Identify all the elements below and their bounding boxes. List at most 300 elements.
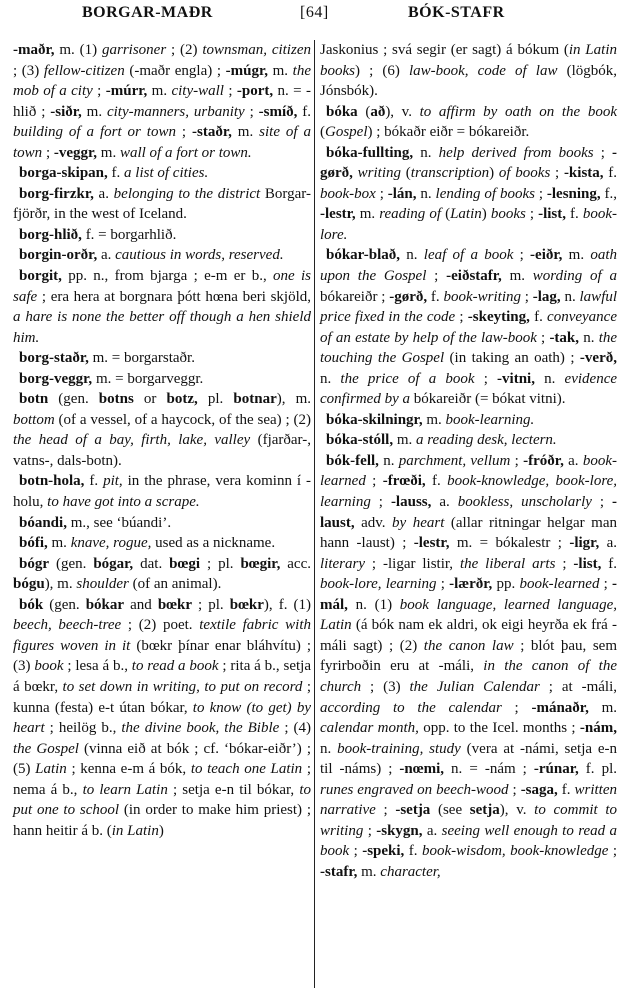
entry-text: f. [427, 288, 444, 305]
entry-text: f. [425, 473, 448, 490]
entry-text: f. [84, 473, 104, 490]
entry-text: m. [355, 206, 380, 223]
entry-text: f., [600, 185, 618, 202]
entry-text: ; setja e-n til bókar, [167, 781, 300, 798]
dictionary-entry [320, 410, 617, 431]
entry-text: (-maðr engla) ; [124, 62, 226, 79]
entry-text: ; [593, 144, 612, 161]
dictionary-entry [13, 40, 311, 163]
entry-text: n. [320, 370, 341, 387]
entry-text: opp. to the Icel. months ; [418, 720, 580, 737]
definition: writing [357, 165, 402, 182]
definition: a reading desk, lectern. [416, 432, 557, 449]
entry-text: (of an animal). [128, 576, 222, 593]
entry-text: ; (2) poet. [121, 617, 200, 634]
headword: -fróðr, [523, 452, 564, 469]
dictionary-entry [13, 348, 311, 369]
definition: beech, beech-tree [13, 617, 122, 634]
entry-text: ; [92, 83, 106, 100]
headword: bógar, [93, 555, 134, 572]
definition: literary [320, 555, 365, 572]
headword: bœgi [169, 555, 201, 572]
definition: Latin [450, 206, 482, 223]
headword: bóka-skilningr, [326, 411, 423, 428]
entry-text: ; [42, 144, 54, 161]
entry-text: ), m. [44, 576, 77, 593]
dictionary-entry [13, 389, 311, 471]
headword: -list, [573, 555, 602, 572]
definition: townsman, citizen [202, 42, 311, 58]
headword: botz, [166, 391, 198, 408]
headword: -nœmi, [399, 761, 445, 778]
headword: bóka-fullting, [326, 144, 414, 161]
headword: -ligr, [569, 535, 600, 552]
headword: -laust, [320, 494, 617, 531]
entry-text: ; heilög b., [44, 720, 122, 737]
definition: lawful price fixed in the code [320, 288, 618, 326]
entry-text: ; [510, 452, 524, 469]
dictionary-entry [13, 163, 311, 184]
entry-text: (allar ritningar helgar man hann -laust) ; [320, 514, 617, 552]
definition: runes engraved on beech-wood [320, 781, 509, 798]
definition: building of a fort or town [13, 124, 176, 141]
entry-text: ; [244, 103, 259, 120]
entry-text: bókareiðr ; [320, 288, 390, 305]
entry-text: f. [603, 165, 618, 182]
headword: borg-firzkr, [19, 185, 94, 202]
headword: bók [19, 596, 44, 613]
definition: the head of a bay, firth, lake, valley [13, 432, 251, 449]
definition: reading of [379, 206, 442, 223]
headword: -tak, [549, 329, 580, 346]
entry-text: ) [481, 206, 491, 223]
entry-text: ; lesa á b., [63, 658, 132, 675]
headword: bók-fell, [326, 452, 379, 469]
entry-text: ; [175, 124, 193, 141]
entry-text: ), v. [385, 103, 420, 120]
entry-text: n. = -nám ; [444, 761, 534, 778]
entry-text: pp. n., from bjarga ; e-m er b., [61, 268, 274, 285]
definition: book-learned [519, 576, 600, 593]
entry-text: ; pl. [200, 555, 241, 572]
entry-text: bókareiðr (= bókat vitni). [409, 391, 566, 408]
headword: borgit, [19, 268, 62, 285]
definition: the divine book, the Bible [121, 720, 280, 737]
entry-text: (á bók nam ek aldri, ok eigi heyrða ek frá -máli sagt) ; (2) [320, 617, 617, 654]
entry-text: (gen. [48, 391, 99, 408]
entry-text: m., see ‘búandi’. [66, 514, 172, 531]
headword: -lestr, [320, 206, 356, 223]
dictionary-entry [320, 245, 617, 409]
definition: to teach one Latin [190, 761, 303, 778]
headword: bœkr [229, 596, 264, 613]
definition: garrisoner [101, 42, 167, 58]
entry-text: Borgar-fjörðr, in the west of Iceland. [13, 185, 311, 223]
definition: written narrative [320, 781, 617, 819]
headword: bœgir, [240, 555, 281, 572]
definition: the liberal arts [459, 555, 556, 572]
running-head-left: BORGAR-MAÐR [82, 4, 213, 21]
headword: bógr [19, 555, 49, 572]
definition: to have got into a scrape. [47, 494, 200, 511]
headword: -lauss, [390, 494, 432, 511]
dictionary-entry [13, 513, 311, 534]
entry-text: (gen. [43, 596, 86, 613]
definition: the Julian Calendar [409, 678, 540, 695]
definition: one is safe [13, 268, 311, 305]
entry-text: ; at -máli, [539, 678, 617, 695]
definition: wall of a fort or town. [119, 144, 252, 161]
entry-text: pl. [197, 391, 234, 408]
definition: book-training, study [337, 740, 461, 757]
headword: botn [19, 391, 49, 408]
definition: seeing well enough to read a book [320, 822, 617, 860]
definition: Latin [35, 761, 67, 778]
dictionary-entry [13, 369, 311, 390]
entry-text: n. = -hlið ; [13, 83, 311, 120]
headword: -list, [538, 206, 566, 223]
headword: -staðr, [192, 124, 232, 141]
entry-text: m. [97, 144, 120, 161]
entry-text: ; [426, 268, 447, 285]
dictionary-entry [13, 266, 311, 348]
definition: to learn Latin [82, 781, 168, 798]
headword: botn-hola, [19, 473, 85, 490]
entry-text: ; [550, 165, 564, 182]
entry-text: pp. [492, 576, 520, 593]
definition: conveyance of an estate by help of the law-book [320, 309, 617, 346]
headword: bógu [13, 576, 45, 593]
entry-text: n. [416, 185, 436, 202]
entry-text: m. [357, 863, 381, 880]
entry-text: f. [529, 309, 548, 326]
headword: -siðr, [50, 103, 82, 120]
definition: to know (to get) by heart [13, 699, 311, 737]
headword: bóandi, [19, 514, 67, 531]
definition: shoulder [76, 576, 129, 593]
headword: borg-staðr, [19, 350, 89, 367]
entry-text: ) [158, 822, 164, 839]
entry-text: ) ; (6) [355, 62, 409, 79]
column-divider [314, 40, 315, 988]
entry-text: m. [81, 103, 107, 120]
entry-text: ; kunna (festa) e-t útan bókar, [13, 678, 312, 716]
headword: borg-hlið, [19, 226, 82, 243]
definition: bottom [13, 411, 55, 428]
entry-text: a. [93, 185, 114, 202]
definition: in Latin books [320, 42, 617, 79]
definition: pit, [103, 473, 123, 490]
definition: the Gospel [13, 740, 79, 757]
entry-text: ; [536, 329, 550, 346]
headword: -múgr, [225, 62, 269, 79]
definition: textile fabric with figures woven in it [13, 617, 311, 654]
running-head-right: BÓK-STAFR [408, 4, 505, 21]
entry-text: m. [501, 268, 533, 285]
entry-text: ; [508, 781, 521, 798]
entry-text: Jaskonius ; svá segir (er sagt) á bókum ( [320, 42, 569, 58]
entry-text: ; [599, 576, 613, 593]
headword: -port, [236, 83, 274, 100]
entry-text: m. = borgarstaðr. [88, 350, 195, 367]
entry-text: ; [455, 309, 468, 326]
definition: books [490, 206, 526, 223]
entry-text: ; (3) [13, 62, 44, 79]
entry-text: n. [560, 288, 580, 305]
entry-text: ; [365, 473, 383, 490]
headword: -lag, [532, 288, 561, 305]
headword: -maðr, [13, 42, 55, 58]
headword: -múrr, [105, 83, 148, 100]
entry-text: (fjarðar-, vatns-, dals-botn). [13, 432, 311, 469]
entry-text: (in order to make him priest) ; hann heitir á b. ( [13, 802, 311, 839]
headword: að [370, 103, 386, 120]
entry-text: m. [147, 83, 172, 100]
definition: help derived from books [438, 144, 594, 161]
entry-text: and [124, 596, 158, 613]
headword: -eiðr, [530, 247, 563, 264]
entry-text: m. = borgarveggr. [92, 370, 204, 387]
entry-text: ( [401, 165, 411, 182]
entry-text: m. [231, 124, 260, 141]
headword: -vitni, [497, 370, 535, 387]
entry-text: n. [400, 247, 424, 264]
definition: in Latin [111, 822, 159, 839]
entry-text: dat. [133, 555, 170, 572]
definition: book-learned [320, 452, 617, 490]
dictionary-entry [320, 430, 617, 451]
entry-text: ; [474, 370, 498, 387]
entry-text: ), m. [276, 391, 312, 408]
headword: bókar [85, 596, 125, 613]
definition: evidence confirmed by a [320, 370, 618, 408]
definition: cautious in words, reserved. [115, 247, 284, 264]
definition: book-box [320, 185, 376, 202]
dictionary-entry [13, 225, 311, 246]
dictionary-entry [320, 40, 617, 102]
definition: law-book, code of law [408, 62, 558, 79]
entry-text: ; [375, 802, 396, 819]
entry-text: a. [599, 535, 617, 552]
entry-text: ; kenna e-m á bók, [66, 761, 191, 778]
headword: -saga, [520, 781, 558, 798]
entry-text: (vera at -námi, setja e-n til -náms) ; [320, 740, 618, 778]
headword: botns [98, 391, 134, 408]
headword: -lærðr, [449, 576, 493, 593]
headword: borgin-orðr, [19, 247, 98, 264]
entry-text: a. [563, 452, 583, 469]
definition: city-manners, urbanity [106, 103, 245, 120]
definition: fellow-citizen [43, 62, 125, 79]
entry-text: ; [349, 843, 363, 860]
entry-text: ; [501, 699, 532, 716]
definition: transcription [410, 165, 490, 182]
entry-text: n. (1) [347, 596, 400, 613]
entry-text: ), v. [499, 802, 535, 819]
dictionary-entry [13, 471, 311, 512]
entry-text: a. [422, 822, 442, 839]
entry-text: n. [413, 144, 439, 161]
entry-text: n. [534, 370, 565, 387]
headword: bófi, [19, 535, 48, 552]
headword: -smíð, [258, 103, 298, 120]
definition: book-writing [443, 288, 521, 305]
entry-text: ; [363, 822, 377, 839]
entry-text: (in taking an oath) ; [444, 350, 580, 367]
headword: bókar-blað, [326, 247, 401, 264]
entry-text: ; -ligar listir, [365, 555, 460, 572]
entry-text: adv. [354, 514, 393, 531]
entry-text: ; [375, 185, 388, 202]
entry-text: ; [608, 843, 618, 860]
definition: book-lore, learning [320, 576, 437, 593]
entry-text: ; [520, 288, 533, 305]
dictionary-entry [13, 245, 311, 266]
headword: -gørð, [389, 288, 428, 305]
entry-text: ) ; bókaðr eiðr = bókareiðr. [367, 124, 530, 141]
headword: bóka [326, 103, 358, 120]
dictionary-entry [320, 143, 617, 246]
definition: book [34, 658, 64, 675]
entry-text: ( [320, 124, 325, 141]
entry-text: f. [404, 843, 422, 860]
definition: the touching the Gospel [320, 329, 618, 367]
definition: the canon law [423, 637, 514, 654]
entry-text: ; rita á b., setja á bœkr, [13, 658, 311, 695]
definition: Gospel [325, 124, 368, 141]
definition: book-learning. [445, 411, 535, 428]
headword: -setja [395, 802, 431, 819]
headword: -speki, [362, 843, 405, 860]
entry-text: ( [441, 206, 451, 223]
headword: -rúnar, [533, 761, 579, 778]
definition: of books [498, 165, 551, 182]
left-column [13, 40, 311, 841]
headword: -veggr, [53, 144, 98, 161]
definition: book language, learned language, Latin [320, 596, 617, 634]
entry-text: m. [422, 411, 446, 428]
entry-text: ; [513, 247, 531, 264]
entry-text: m. [47, 535, 71, 552]
headword: -eiðstafr, [446, 268, 502, 285]
entry-text: ; [555, 555, 574, 572]
headword: -lestr, [413, 535, 450, 552]
definition: parchment, vellum [398, 452, 511, 469]
definition: according to the calendar [320, 699, 502, 716]
headword: -mál, [320, 576, 618, 613]
headword: -stafr, [320, 863, 358, 880]
entry-text: ; (2) [166, 42, 203, 58]
definition: to affirm by oath on the book [419, 103, 617, 120]
entry-text: ; [370, 494, 391, 511]
definition: site of a town [13, 124, 312, 161]
page-number: [64] [300, 4, 329, 21]
entry-text: (vinna eið at bók ; cf. ‘bókar-eiðr’) ; (5) [13, 740, 311, 778]
entry-text: f. [107, 165, 125, 182]
entry-text: f. pl. [578, 761, 617, 778]
entry-text: m. [393, 432, 417, 449]
entry-text: (gen. [49, 555, 94, 572]
dictionary-entry [13, 595, 311, 842]
definition: in the canon of the church [320, 658, 617, 695]
entry-text: ; blót þau, sem fyrirboðin eru at -máli, [320, 637, 617, 675]
definition: character, [380, 863, 441, 880]
definition: by heart [392, 514, 445, 531]
headword: -mánaðr, [531, 699, 589, 716]
entry-text: ; pl. [192, 596, 230, 613]
dictionary-entry [13, 554, 311, 595]
headword: bœkr [157, 596, 192, 613]
definition: to commit to writing [320, 802, 617, 839]
headword: -lán, [387, 185, 417, 202]
definition: belonging to the district [113, 185, 261, 202]
definition: the price of a book [340, 370, 475, 387]
headword: bóka-stóll, [326, 432, 394, 449]
definition: to read a book [131, 658, 219, 675]
dictionary-entry [13, 533, 311, 554]
definition: oath upon the Gospel [320, 247, 617, 285]
definition: a list of cities. [124, 165, 209, 182]
headword: -frœði, [382, 473, 426, 490]
entry-text: n. [378, 452, 399, 469]
entry-text: f. [566, 206, 583, 223]
headword: -kista, [563, 165, 604, 182]
entry-text: m. = bókalestr ; [449, 535, 570, 552]
definition: book-lore. [320, 206, 617, 243]
headword: borg-veggr, [19, 370, 93, 387]
headword: -skeyting, [467, 309, 530, 326]
entry-text: (of a vessel, of a haycock, of the sea) ; (2) [54, 411, 311, 428]
entry-text: m. [268, 62, 293, 79]
entry-text: n. [579, 329, 599, 346]
entry-text: m. [562, 247, 591, 264]
entry-text: or [133, 391, 167, 408]
entry-text: m. (1) [54, 42, 102, 58]
definition: book-knowledge, book-lore, learning [320, 473, 618, 511]
headword: botnar [233, 391, 277, 408]
entry-text: a. [431, 494, 458, 511]
definition: lending of books [435, 185, 535, 202]
headword: -verð, [579, 350, 617, 367]
headword: -lesning, [546, 185, 601, 202]
entry-text: ), f. (1) [263, 596, 311, 613]
entry-text: n. [320, 740, 338, 757]
entry-text: (see [430, 802, 470, 819]
right-column [320, 40, 617, 882]
entry-text: (lögbók, Jónsbók). [320, 62, 617, 100]
entry-text: in the phrase, vera kominn í -holu, [13, 473, 311, 511]
entry-text: ; (3) [361, 678, 410, 695]
entry-text: ; (4) [279, 720, 311, 737]
definition: a hare is none the better off though a hen shield him. [13, 309, 311, 346]
entry-text: a. [97, 247, 116, 264]
headword: -gørð, [320, 144, 617, 182]
entry-text: ) [489, 165, 499, 182]
entry-text: (bœkr þínar enar bláhvítu) ; (3) [13, 637, 311, 675]
entry-text: acc. [280, 555, 312, 572]
entry-text: ; [436, 576, 450, 593]
definition: to put one to school [13, 781, 311, 819]
definition: book-wisdom, book-knowledge [421, 843, 609, 860]
definition: leaf of a book [423, 247, 514, 264]
entry-text: f. = borgarhlið. [81, 226, 177, 243]
definition: city-wall [171, 83, 224, 100]
definition: the mob of a city [13, 62, 311, 100]
headword: setja [469, 802, 500, 819]
dictionary-entry [320, 451, 617, 882]
entry-text: ; [534, 185, 547, 202]
dictionary-entry [320, 102, 617, 143]
